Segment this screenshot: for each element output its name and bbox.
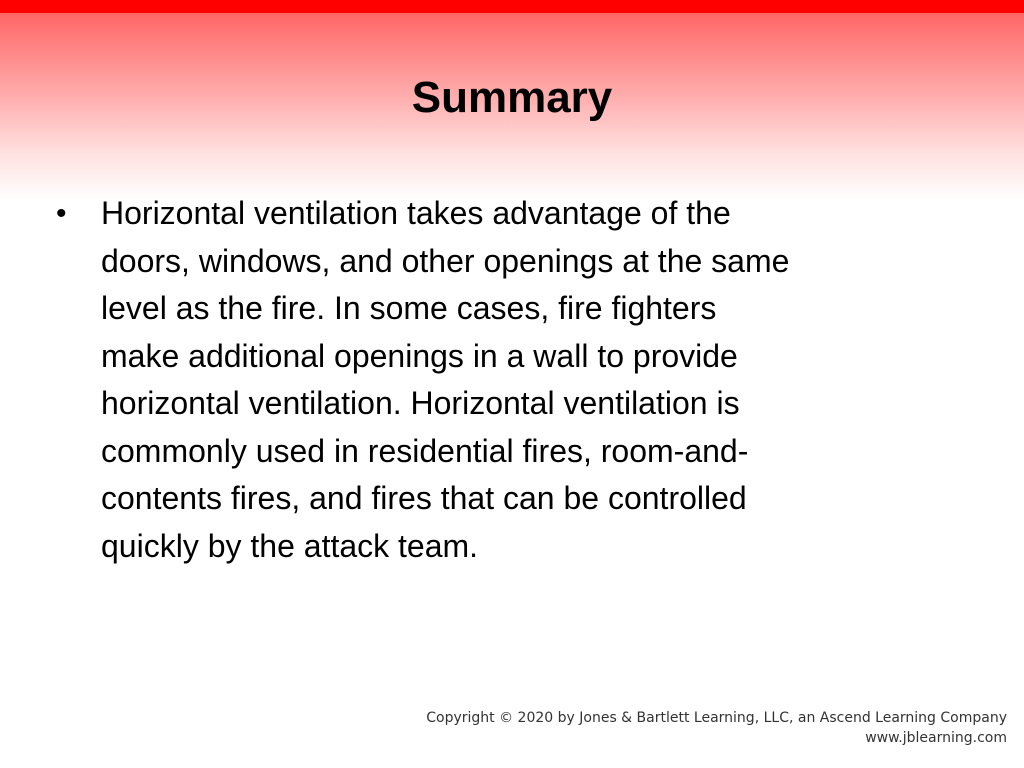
bullet-line: commonly used in residential fires, room-and- [101, 432, 749, 469]
website-link[interactable]: www.jblearning.com [865, 730, 1007, 746]
copyright-text: Copyright © 2020 by Jones & Bartlett Learning, LLC, an Ascend Learning Company [426, 710, 1007, 726]
bullet-line: doors, windows, and other openings at the same [101, 242, 790, 279]
bullet-line: contents fires, and fires that can be controlled [101, 480, 747, 516]
bullet-item [56, 190, 966, 570]
slide-title: Summary [411, 73, 613, 122]
bullet-line: quickly by the attack team. [101, 527, 479, 564]
bullet-line: horizontal ventilation. Horizontal ventilation is [101, 385, 740, 421]
footer [426, 708, 1007, 748]
bullet-line: make additional openings in a wall to provide [101, 337, 738, 374]
top-accent-bar [0, 0, 1024, 13]
bullet-line: Horizontal ventilation takes advantage of the [101, 195, 731, 231]
bullet-marker: • [56, 197, 67, 230]
bullet-list [56, 190, 966, 570]
bullet-line: level as the fire. In some cases, fire fighters [101, 290, 717, 326]
